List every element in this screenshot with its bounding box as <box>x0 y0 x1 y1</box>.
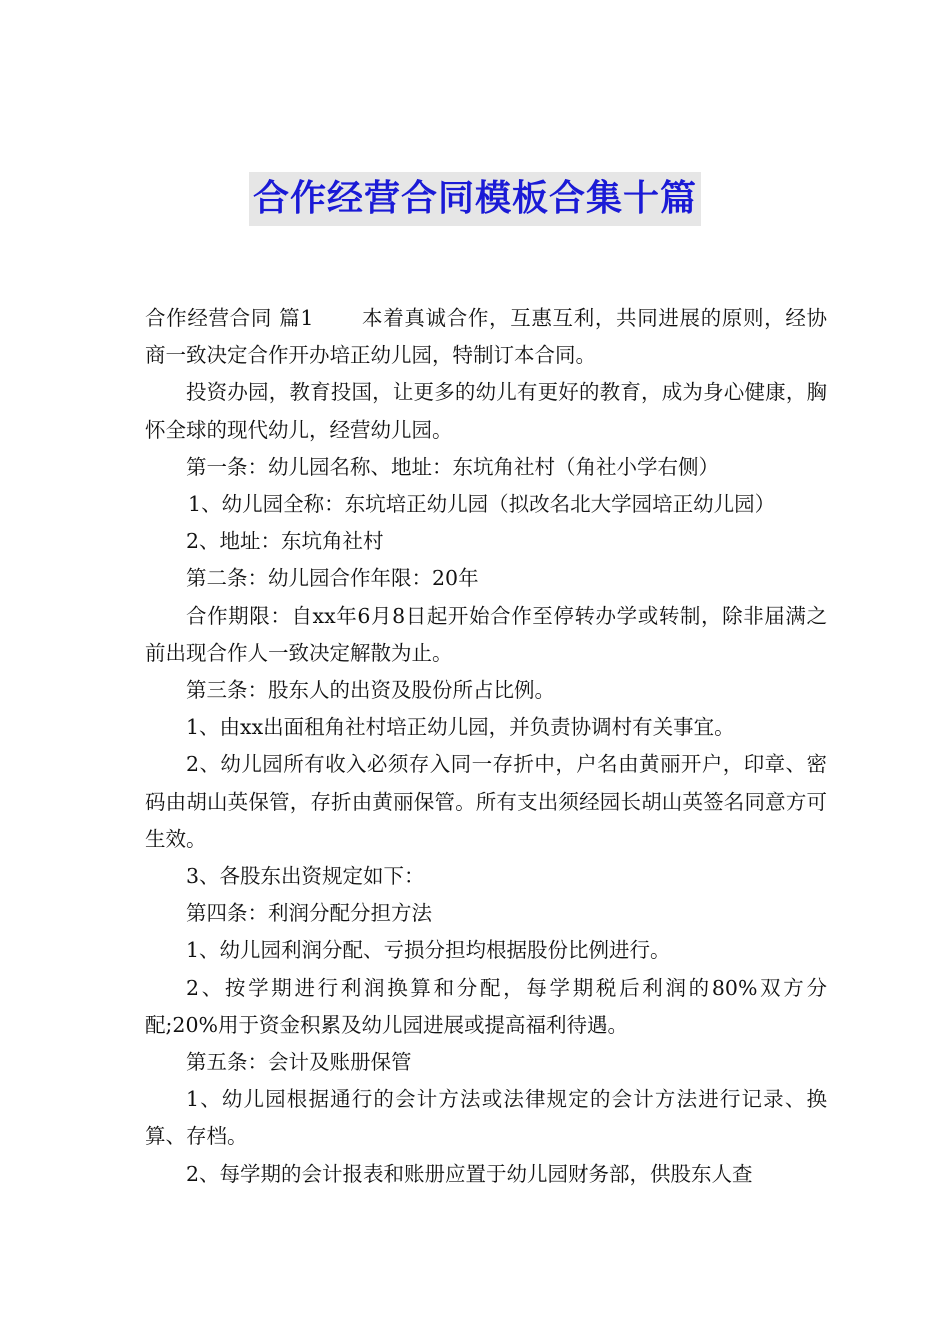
paragraph: 2、每学期的会计报表和账册应置于幼儿园财务部，供股东人查 <box>186 1161 753 1186</box>
paragraph: 1、由xx出面租角社村培正幼儿园，并负责协调村有关事宜。 <box>186 715 735 740</box>
paragraph: 合作期限：自xx年6月8日起开始合作至停转办学或转制，除非届满之前出现合作人一致决定解散为止。 <box>145 603 827 665</box>
paragraph: 1、幼儿园利润分配、亏损分担均根据股份比例进行。 <box>186 938 671 963</box>
paragraph: 3、各股东出资规定如下： <box>186 864 425 889</box>
paragraph: 第五条：会计及账册保管 <box>186 1050 412 1075</box>
paragraph: 第一条：幼儿园名称、地址：东坑角社村（角社小学右侧） <box>186 454 719 479</box>
paragraph: 1、幼儿园根据通行的会计方法或法律规定的会计方法进行记录、换算、存档。 <box>145 1087 827 1149</box>
title-block <box>0 172 950 226</box>
paragraph-text: 本着真诚合作，互惠互利，共同进展的原则，经协商一致决定合作开办培正幼儿园，特制订本合同。 <box>145 306 828 368</box>
paragraph: 投资办园，教育投国，让更多的幼儿有更好的教育，成为身心健康，胸怀全球的现代幼儿，经营幼儿园。 <box>145 380 827 442</box>
section-heading: 合作经营合同 篇1 <box>145 306 314 330</box>
document-title: 合作经营合同模板合集十篇 <box>249 172 701 226</box>
paragraph: 2、地址：东坑角社村 <box>186 529 384 554</box>
paragraph <box>145 300 827 374</box>
paragraph: 1、幼儿园全称：东坑培正幼儿园（拟改名北大学园培正幼儿园） <box>188 492 776 517</box>
paragraph: 第二条：幼儿园合作年限：20年 <box>186 566 479 591</box>
paragraph: 2、幼儿园所有收入必须存入同一存折中，户名由黄丽开户，印章、密码由胡山英保管，存折由黄丽保管。所有支出须经园长胡山英签名同意方可生效。 <box>145 752 827 851</box>
document-body <box>145 300 827 1193</box>
paragraph: 2、按学期进行利润换算和分配，每学期税后利润的80%双方分配;20%用于资金积累及幼儿园进展或提高福利待遇。 <box>145 975 827 1037</box>
paragraph: 第三条：股东人的出资及股份所占比例。 <box>186 678 555 703</box>
paragraph: 第四条：利润分配分担方法 <box>186 901 432 926</box>
